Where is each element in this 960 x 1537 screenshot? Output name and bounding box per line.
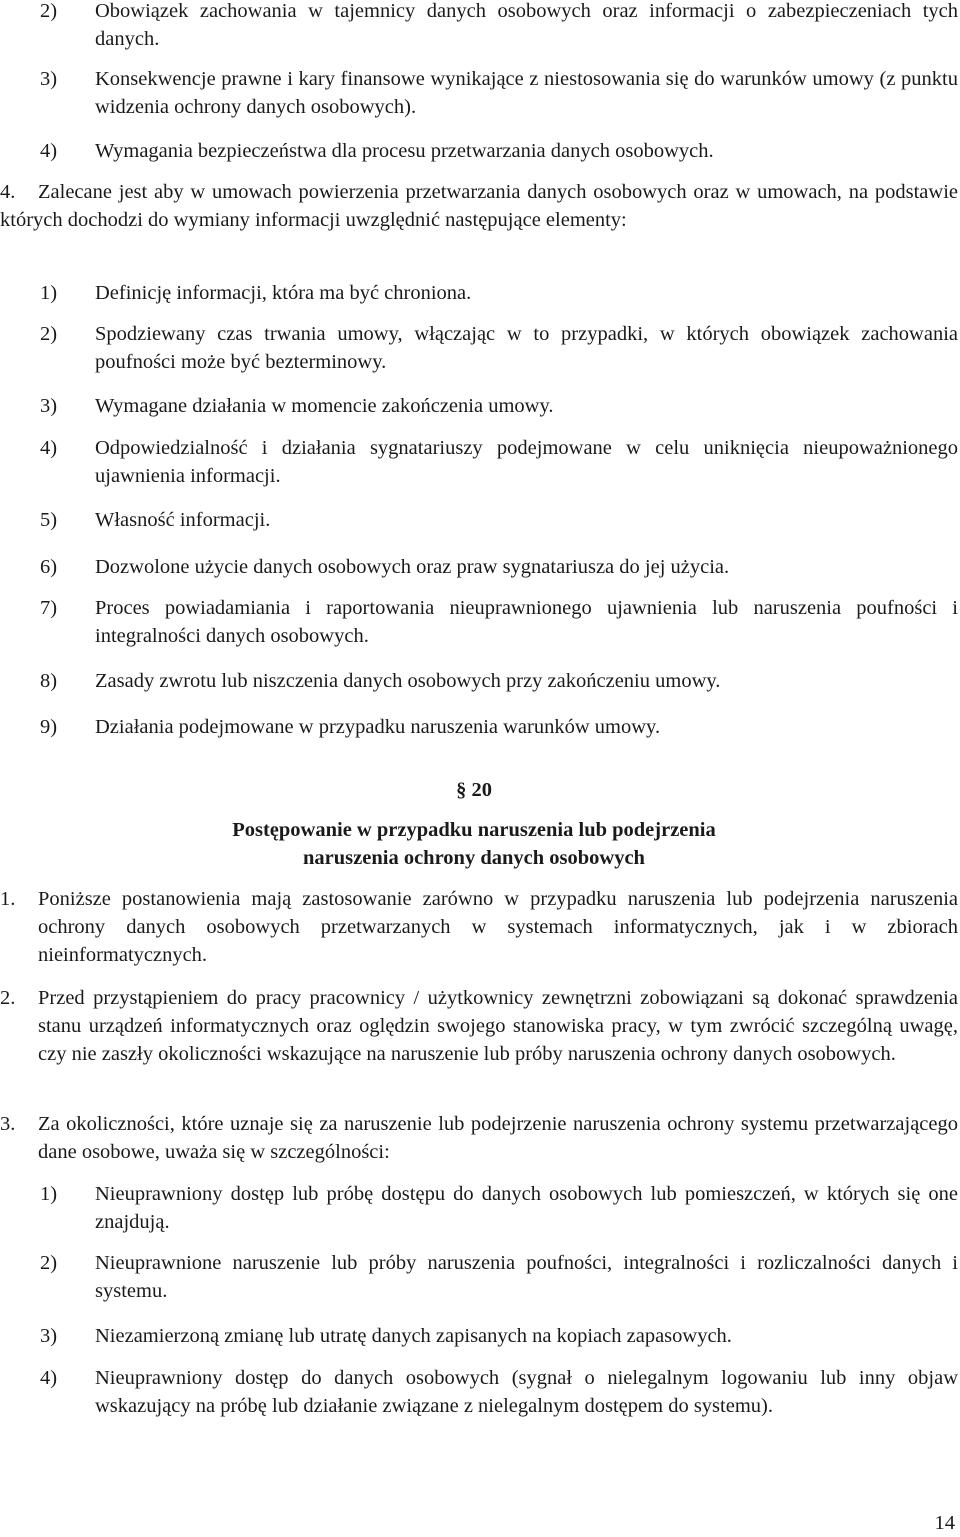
list-item (40, 1249, 958, 1305)
page-number: 14 (934, 1512, 955, 1534)
paragraph-number: 3. (0, 1113, 16, 1135)
list-item-text: Nieuprawniony dostęp lub próbę dostępu do danych osobowych lub pomieszczeń, w których się one znajdują. (95, 1183, 958, 1233)
list-item (40, 506, 958, 534)
list-item-number: 1) (40, 1183, 58, 1205)
list-item (40, 667, 958, 695)
list-item-number: 7) (40, 597, 58, 619)
list-item-number: 3) (40, 395, 58, 417)
list-item (40, 594, 958, 650)
list-item-text: Wymagane działania w momencie zakończenia umowy. (95, 395, 554, 417)
list-item (40, 392, 958, 420)
list-item-number: 2) (40, 1252, 58, 1274)
list-item-text: Nieuprawnione naruszenie lub próby naruszenia poufności, integralności i rozliczalności danych i systemu. (95, 1252, 958, 1302)
list-item (40, 320, 958, 376)
list-item (40, 65, 958, 121)
paragraph-number: 1. (0, 888, 16, 910)
list-item-text: Definicję informacji, która ma być chroniona. (95, 282, 472, 304)
section-title (0, 816, 948, 872)
list-item (40, 137, 958, 165)
section-title-line: Postępowanie w przypadku naruszenia lub podejrzenia (232, 819, 716, 841)
numbered-paragraph (0, 885, 958, 969)
section-title-line: naruszenia ochrony danych osobowych (303, 847, 645, 869)
list-item-text: Proces powiadamiania i raportowania nieuprawnionego ujawnienia lub naruszenia poufności i integralności danych osobowych. (95, 597, 958, 647)
numbered-paragraph (0, 984, 958, 1068)
list-item (40, 279, 958, 307)
list-item-text: Własność informacji. (95, 509, 271, 531)
list-item (40, 1364, 958, 1420)
list-item-text: Nieuprawniony dostęp do danych osobowych (sygnał o nielegalnym logowaniu lub inny objaw wskazujący na próbę lub działanie związane z nielegalnym dostępem do systemu). (95, 1367, 958, 1417)
list-item (40, 434, 958, 490)
list-item-text: Niezamierzoną zmianę lub utratę danych zapisanych na kopiach zapasowych. (95, 1325, 732, 1347)
list-item-text: Spodziewany czas trwania umowy, włączając w to przypadki, w których obowiązek zachowania poufności może być bezterminowy. (95, 323, 958, 373)
paragraph-text: Za okoliczności, które uznaje się za naruszenie lub podejrzenie naruszenia ochrony systemu przetwarzającego dane osobowe, uważa się w szczególności: (38, 1113, 958, 1163)
list-item-text: Działania podejmowane w przypadku naruszenia warunków umowy. (95, 716, 661, 738)
list-item (40, 1322, 958, 1350)
list-item-text: Odpowiedzialność i działania sygnatariuszy podejmowane w celu uniknięcia nieupoważnionego ujawnienia informacji. (95, 437, 958, 487)
section-mark: § 20 (456, 779, 492, 801)
paragraph-text: Zalecane jest aby w umowach powierzenia przetwarzania danych osobowych oraz w umowach, na podstawie których dochodzi do wymiany informacji uwzględnić następujące elementy: (0, 181, 958, 231)
paragraph-number: 2. (0, 987, 16, 1009)
list-item-number: 9) (40, 716, 58, 738)
list-item-number: 2) (40, 323, 58, 345)
list-item-number: 4) (40, 1367, 58, 1389)
list-item-number: 3) (40, 68, 58, 90)
paragraph-text: Poniższe postanowienia mają zastosowanie zarówno w przypadku naruszenia lub podejrzenia naruszenia ochrony danych osobowych przetwarzanych w systemach informatycznych, jak i w zbiorach nieinformatycznych. (38, 888, 958, 966)
list-item-number: 4) (40, 437, 58, 459)
paragraph-number: 4. (0, 181, 16, 203)
list-item (40, 1180, 958, 1236)
list-item-text: Konsekwencje prawne i kary finansowe wynikające z niestosowania się do warunków umowy (z punktu widzenia ochrony danych osobowych). (95, 68, 958, 118)
list-item-number: 3) (40, 1325, 58, 1347)
numbered-paragraph (0, 1110, 958, 1166)
section-4-intro (0, 178, 958, 234)
list-item (40, 553, 958, 581)
list-item-number: 5) (40, 509, 58, 531)
list-item-number: 8) (40, 670, 58, 692)
list-item-text: Zasady zwrotu lub niszczenia danych osobowych przy zakończeniu umowy. (95, 670, 721, 692)
list-item-text: Wymagania bezpieczeństwa dla procesu przetwarzania danych osobowych. (95, 140, 714, 162)
list-item (40, 713, 958, 741)
paragraph-text: Przed przystąpieniem do pracy pracownicy / użytkownicy zewnętrzni zobowiązani są dokonać sprawdzenia stanu urządzeń informatycznych oraz oględzin swojego stanowiska pracy, w tym zwrócić szczególną uwagę, czy nie zaszły okoliczności wskazujące na naruszenie lub próby naruszenia ochrony danych osobowych. (38, 987, 958, 1065)
list-item-text: Dozwolone użycie danych osobowych oraz praw sygnatariusza do jej użycia. (95, 556, 730, 578)
list-item (40, 0, 958, 53)
list-item-number: 2) (40, 0, 58, 22)
list-item-number: 1) (40, 282, 58, 304)
list-item-number: 6) (40, 556, 58, 578)
list-item-number: 4) (40, 140, 58, 162)
list-item-text: Obowiązek zachowania w tajemnicy danych osobowych oraz informacji o zabezpieczeniach tych danych. (95, 0, 958, 50)
